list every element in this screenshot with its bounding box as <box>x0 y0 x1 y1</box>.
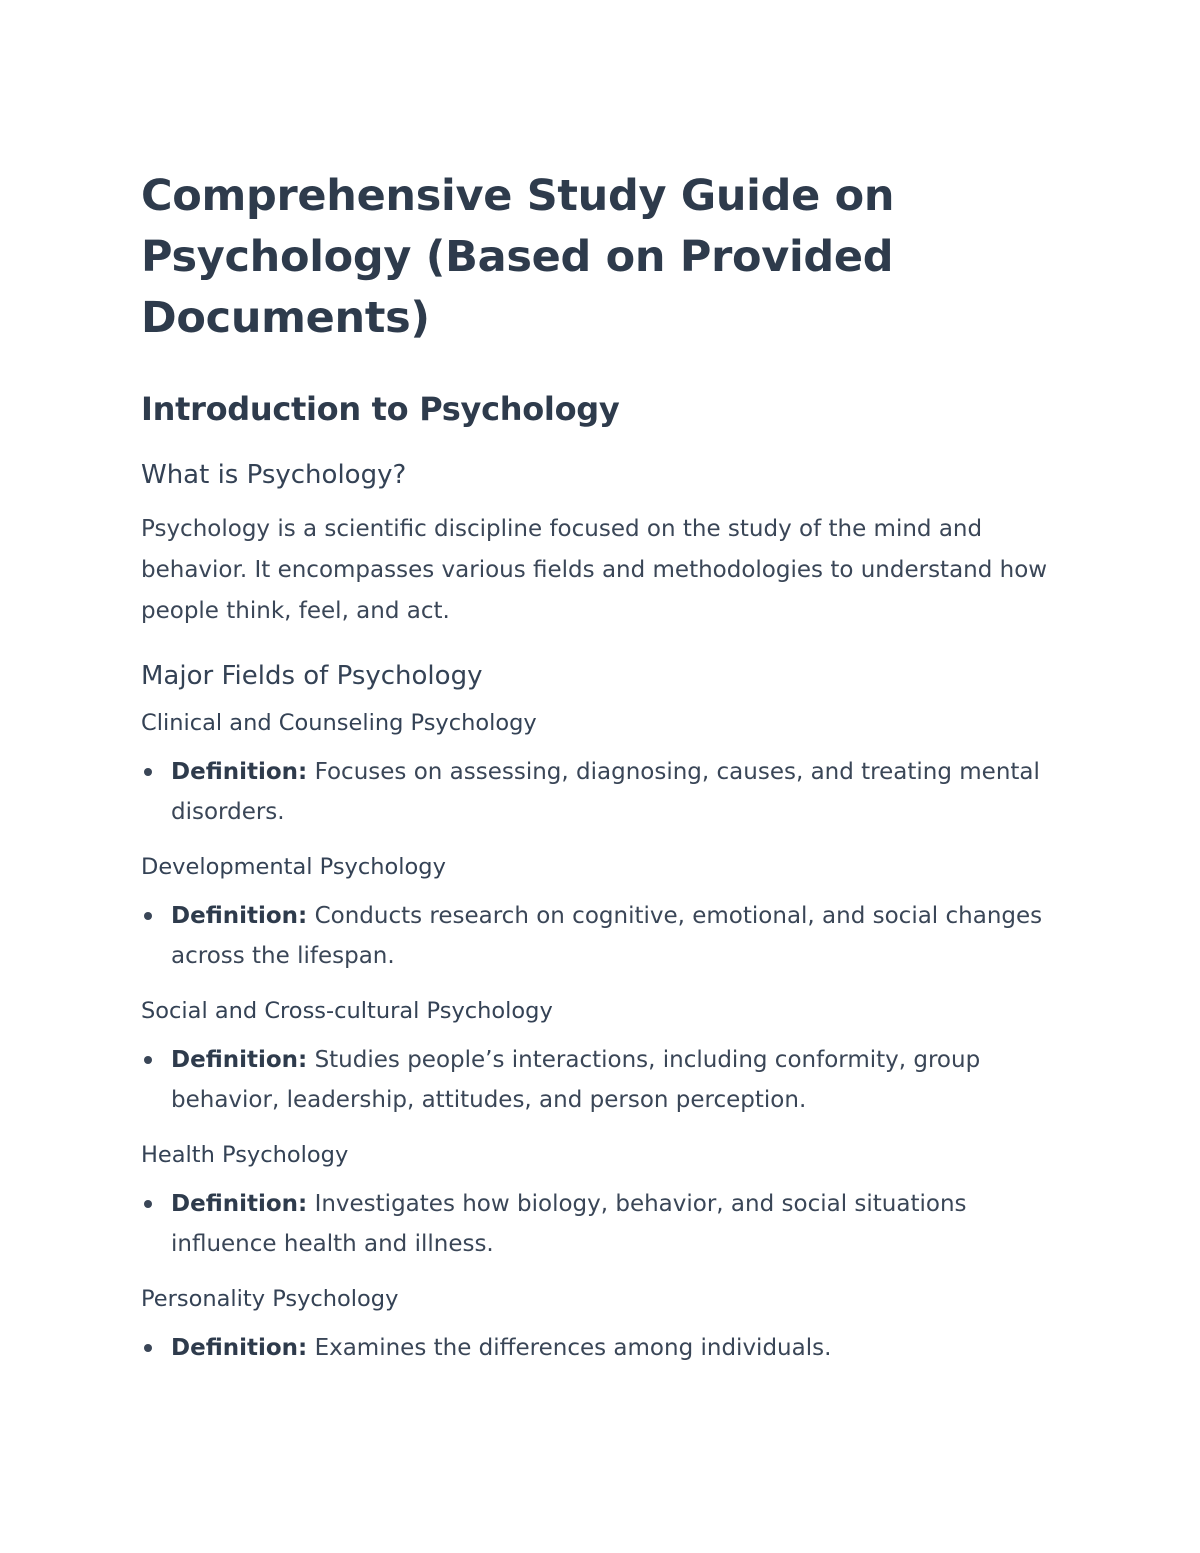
bullet-icon <box>144 1200 152 1208</box>
definition-item <box>141 752 1051 832</box>
section-title: Introduction to Psychology <box>141 390 620 428</box>
field-block <box>141 850 1080 976</box>
bullet-icon <box>144 912 152 920</box>
subsection-title-what-is: What is Psychology? <box>141 460 407 490</box>
bullet-icon <box>144 1344 152 1352</box>
definition-text: Studies people’s interactions, including conformity, group behavior, leadership, attitudes, and person perception. <box>171 1047 981 1113</box>
field-block <box>141 994 1080 1120</box>
intro-paragraph: Psychology is a scientific discipline focused on the study of the mind and behavior. It encompasses various fields and methodologies to understand how people think, feel, and act. <box>141 516 1048 624</box>
definition-item <box>141 1040 1051 1120</box>
definition-text: Investigates how biology, behavior, and social situations influence health and illness. <box>171 1191 967 1257</box>
subsection-title-major-fields: Major Fields of Psychology <box>141 661 483 691</box>
field-block <box>141 1138 1080 1264</box>
bullet-icon <box>144 1056 152 1064</box>
definition-label: Definition: <box>171 759 308 785</box>
field-title: Social and Cross-cultural Psychology <box>141 998 553 1024</box>
definition-list <box>141 1328 1080 1368</box>
definition-text: Examines the differences among individuals. <box>314 1335 832 1361</box>
definition-text: Conducts research on cognitive, emotional, and social changes across the lifespan. <box>171 903 1043 969</box>
bullet-icon <box>144 768 152 776</box>
definition-list <box>141 1184 1080 1264</box>
field-block <box>141 706 1080 832</box>
field-title: Clinical and Counseling Psychology <box>141 710 537 736</box>
definition-item <box>141 896 1051 976</box>
field-block <box>141 1282 1080 1368</box>
document-title: Comprehensive Study Guide on Psychology (Based on Provided Documents) <box>141 171 895 343</box>
definition-list <box>141 896 1080 976</box>
definition-label: Definition: <box>171 1191 308 1217</box>
definition-label: Definition: <box>171 1335 308 1361</box>
definition-text: Focuses on assessing, diagnosing, causes, and treating mental disorders. <box>171 759 1040 825</box>
definition-item <box>141 1328 1051 1368</box>
definition-list <box>141 1040 1080 1120</box>
definition-item <box>141 1184 1051 1264</box>
definition-label: Definition: <box>171 903 308 929</box>
field-title: Personality Psychology <box>141 1286 399 1312</box>
definition-label: Definition: <box>171 1047 308 1073</box>
field-title: Developmental Psychology <box>141 854 446 880</box>
field-title: Health Psychology <box>141 1142 349 1168</box>
definition-list <box>141 752 1080 832</box>
